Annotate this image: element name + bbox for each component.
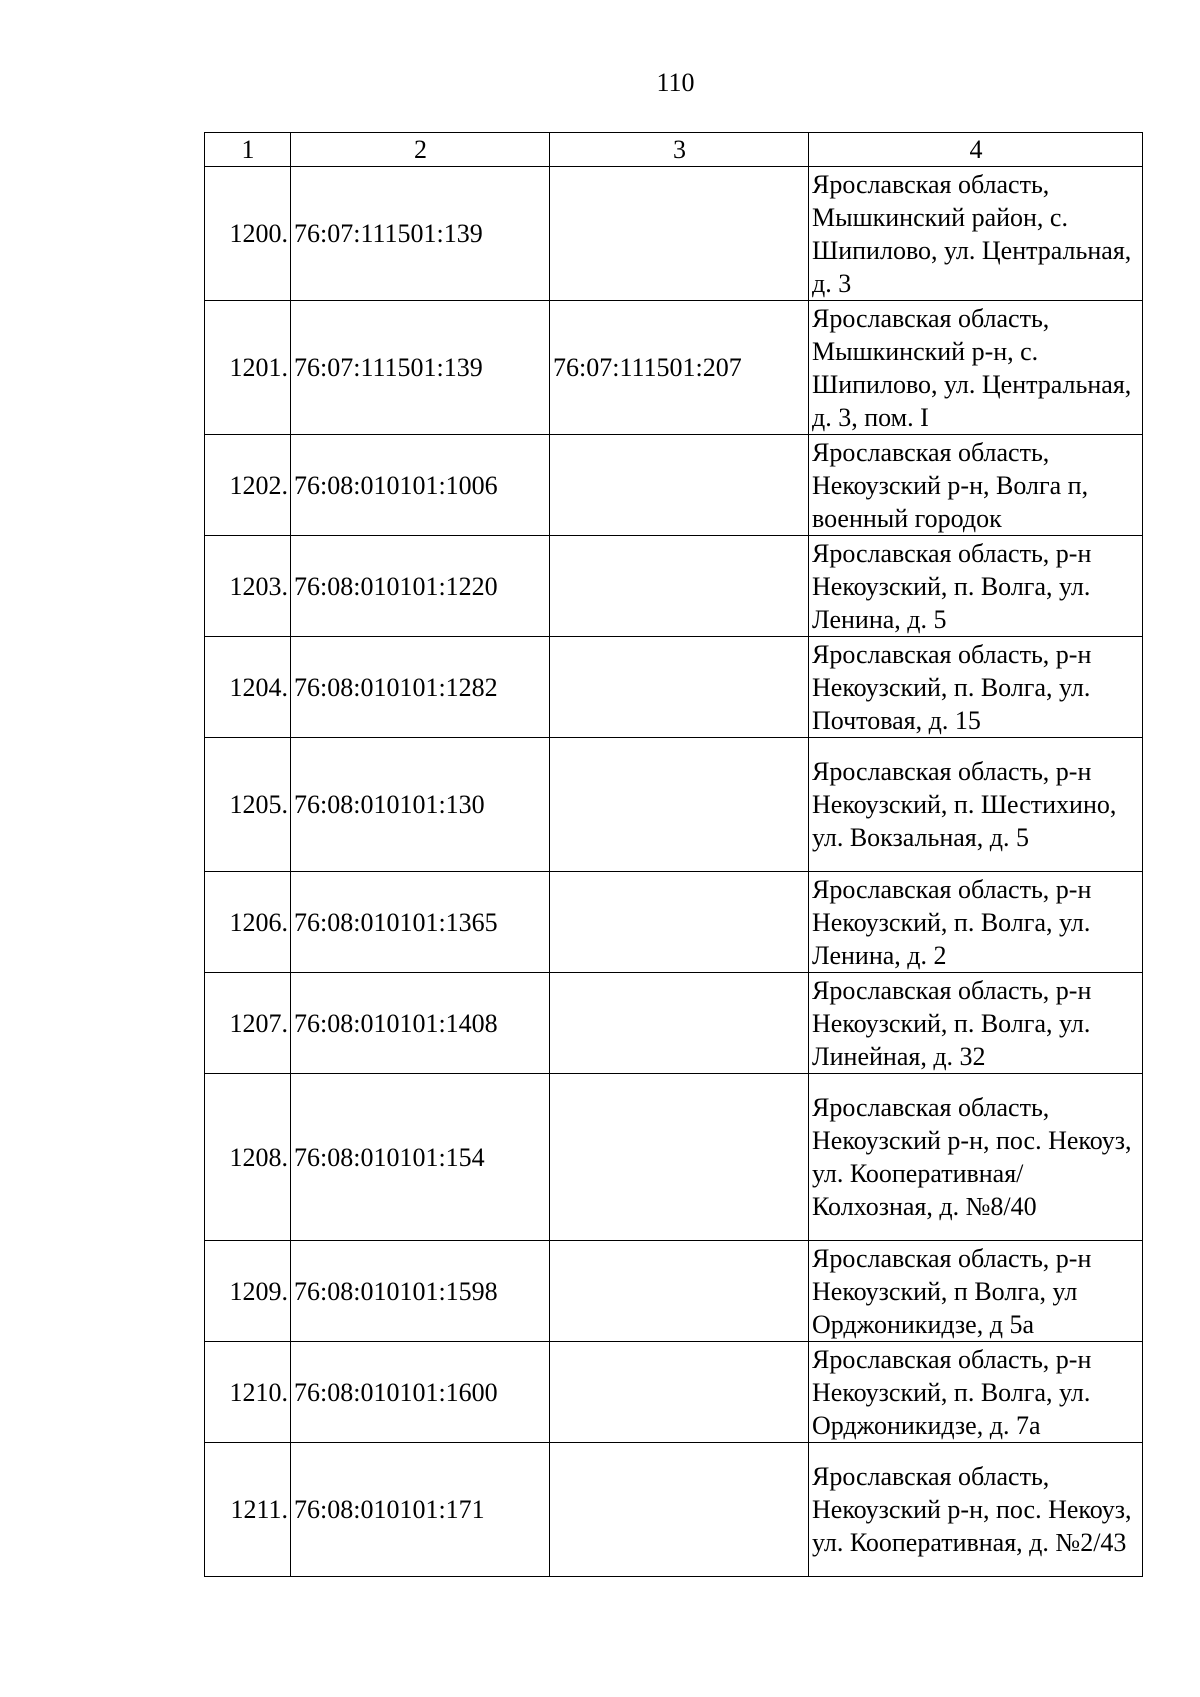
address: Ярославская область, Мышкинский район, с. Шипилово, ул. Центральная, д. 3 bbox=[809, 167, 1143, 301]
cadastral-number-2 bbox=[550, 1241, 809, 1342]
cadastral-number: 76:08:010101:154 bbox=[291, 1074, 550, 1241]
table-header-row bbox=[205, 133, 1143, 167]
cadastral-number-2 bbox=[550, 872, 809, 973]
address: Ярославская область, р-н Некоузский, п. Волга, ул. Ленина, д. 5 bbox=[809, 536, 1143, 637]
header-col-2: 2 bbox=[291, 133, 550, 167]
cadastral-number-2: 76:07:111501:207 bbox=[550, 301, 809, 435]
table-row bbox=[205, 435, 1143, 536]
row-number: 1203. bbox=[205, 536, 291, 637]
address: Ярославская область, Некоузский р-н, пос. Некоуз, ул. Кооперативная, д. №2/43 bbox=[809, 1443, 1143, 1577]
cadastral-number: 76:08:010101:171 bbox=[291, 1443, 550, 1577]
header-col-1: 1 bbox=[205, 133, 291, 167]
registry-table bbox=[204, 132, 1143, 1577]
address: Ярославская область, Мышкинский р-н, с. Шипилово, ул. Центральная, д. 3, пом. I bbox=[809, 301, 1143, 435]
page-number: 110 bbox=[656, 68, 695, 97]
table-row bbox=[205, 872, 1143, 973]
cadastral-number-2 bbox=[550, 973, 809, 1074]
row-number: 1202. bbox=[205, 435, 291, 536]
address: Ярославская область, р-н Некоузский, п. Волга, ул. Ленина, д. 2 bbox=[809, 872, 1143, 973]
header-col-3: 3 bbox=[550, 133, 809, 167]
table-row bbox=[205, 301, 1143, 435]
table-row bbox=[205, 973, 1143, 1074]
cadastral-number: 76:08:010101:1006 bbox=[291, 435, 550, 536]
cadastral-number: 76:08:010101:1598 bbox=[291, 1241, 550, 1342]
table-row bbox=[205, 738, 1143, 872]
cadastral-number: 76:08:010101:130 bbox=[291, 738, 550, 872]
table-row bbox=[205, 536, 1143, 637]
cadastral-number: 76:08:010101:1365 bbox=[291, 872, 550, 973]
row-number: 1207. bbox=[205, 973, 291, 1074]
table-row bbox=[205, 1074, 1143, 1241]
cadastral-number: 76:08:010101:1408 bbox=[291, 973, 550, 1074]
row-number: 1210. bbox=[205, 1342, 291, 1443]
address: Ярославская область, р-н Некоузский, п. Волга, ул. Почтовая, д. 15 bbox=[809, 637, 1143, 738]
cadastral-number-2 bbox=[550, 738, 809, 872]
cadastral-number-2 bbox=[550, 1443, 809, 1577]
table-row bbox=[205, 637, 1143, 738]
cadastral-number: 76:08:010101:1600 bbox=[291, 1342, 550, 1443]
cadastral-number: 76:07:111501:139 bbox=[291, 167, 550, 301]
cadastral-number-2 bbox=[550, 435, 809, 536]
table-row bbox=[205, 1342, 1143, 1443]
address: Ярославская область, р-н Некоузский, п. Волга, ул. Орджоникидзе, д. 7а bbox=[809, 1342, 1143, 1443]
table-row bbox=[205, 167, 1143, 301]
table-row bbox=[205, 1241, 1143, 1342]
address: Ярославская область, р-н Некоузский, п Волга, ул Орджоникидзе, д 5а bbox=[809, 1241, 1143, 1342]
address: Ярославская область, Некоузский р-н, Волга п, военный городок bbox=[809, 435, 1143, 536]
row-number: 1201. bbox=[205, 301, 291, 435]
address: Ярославская область, р-н Некоузский, п. Волга, ул. Линейная, д. 32 bbox=[809, 973, 1143, 1074]
row-number: 1209. bbox=[205, 1241, 291, 1342]
cadastral-number: 76:08:010101:1282 bbox=[291, 637, 550, 738]
row-number: 1205. bbox=[205, 738, 291, 872]
address: Ярославская область, Некоузский р-н, пос. Некоуз, ул. Кооперативная/Колхозная, д. №8/40 bbox=[809, 1074, 1143, 1241]
cadastral-number-2 bbox=[550, 167, 809, 301]
row-number: 1206. bbox=[205, 872, 291, 973]
row-number: 1211. bbox=[205, 1443, 291, 1577]
cadastral-number: 76:07:111501:139 bbox=[291, 301, 550, 435]
cadastral-number-2 bbox=[550, 1074, 809, 1241]
address: Ярославская область, р-н Некоузский, п. Шестихино, ул. Вокзальная, д. 5 bbox=[809, 738, 1143, 872]
cadastral-number-2 bbox=[550, 536, 809, 637]
row-number: 1200. bbox=[205, 167, 291, 301]
cadastral-number-2 bbox=[550, 637, 809, 738]
table-row bbox=[205, 1443, 1143, 1577]
row-number: 1208. bbox=[205, 1074, 291, 1241]
header-col-4: 4 bbox=[809, 133, 1143, 167]
cadastral-number-2 bbox=[550, 1342, 809, 1443]
row-number: 1204. bbox=[205, 637, 291, 738]
cadastral-number: 76:08:010101:1220 bbox=[291, 536, 550, 637]
